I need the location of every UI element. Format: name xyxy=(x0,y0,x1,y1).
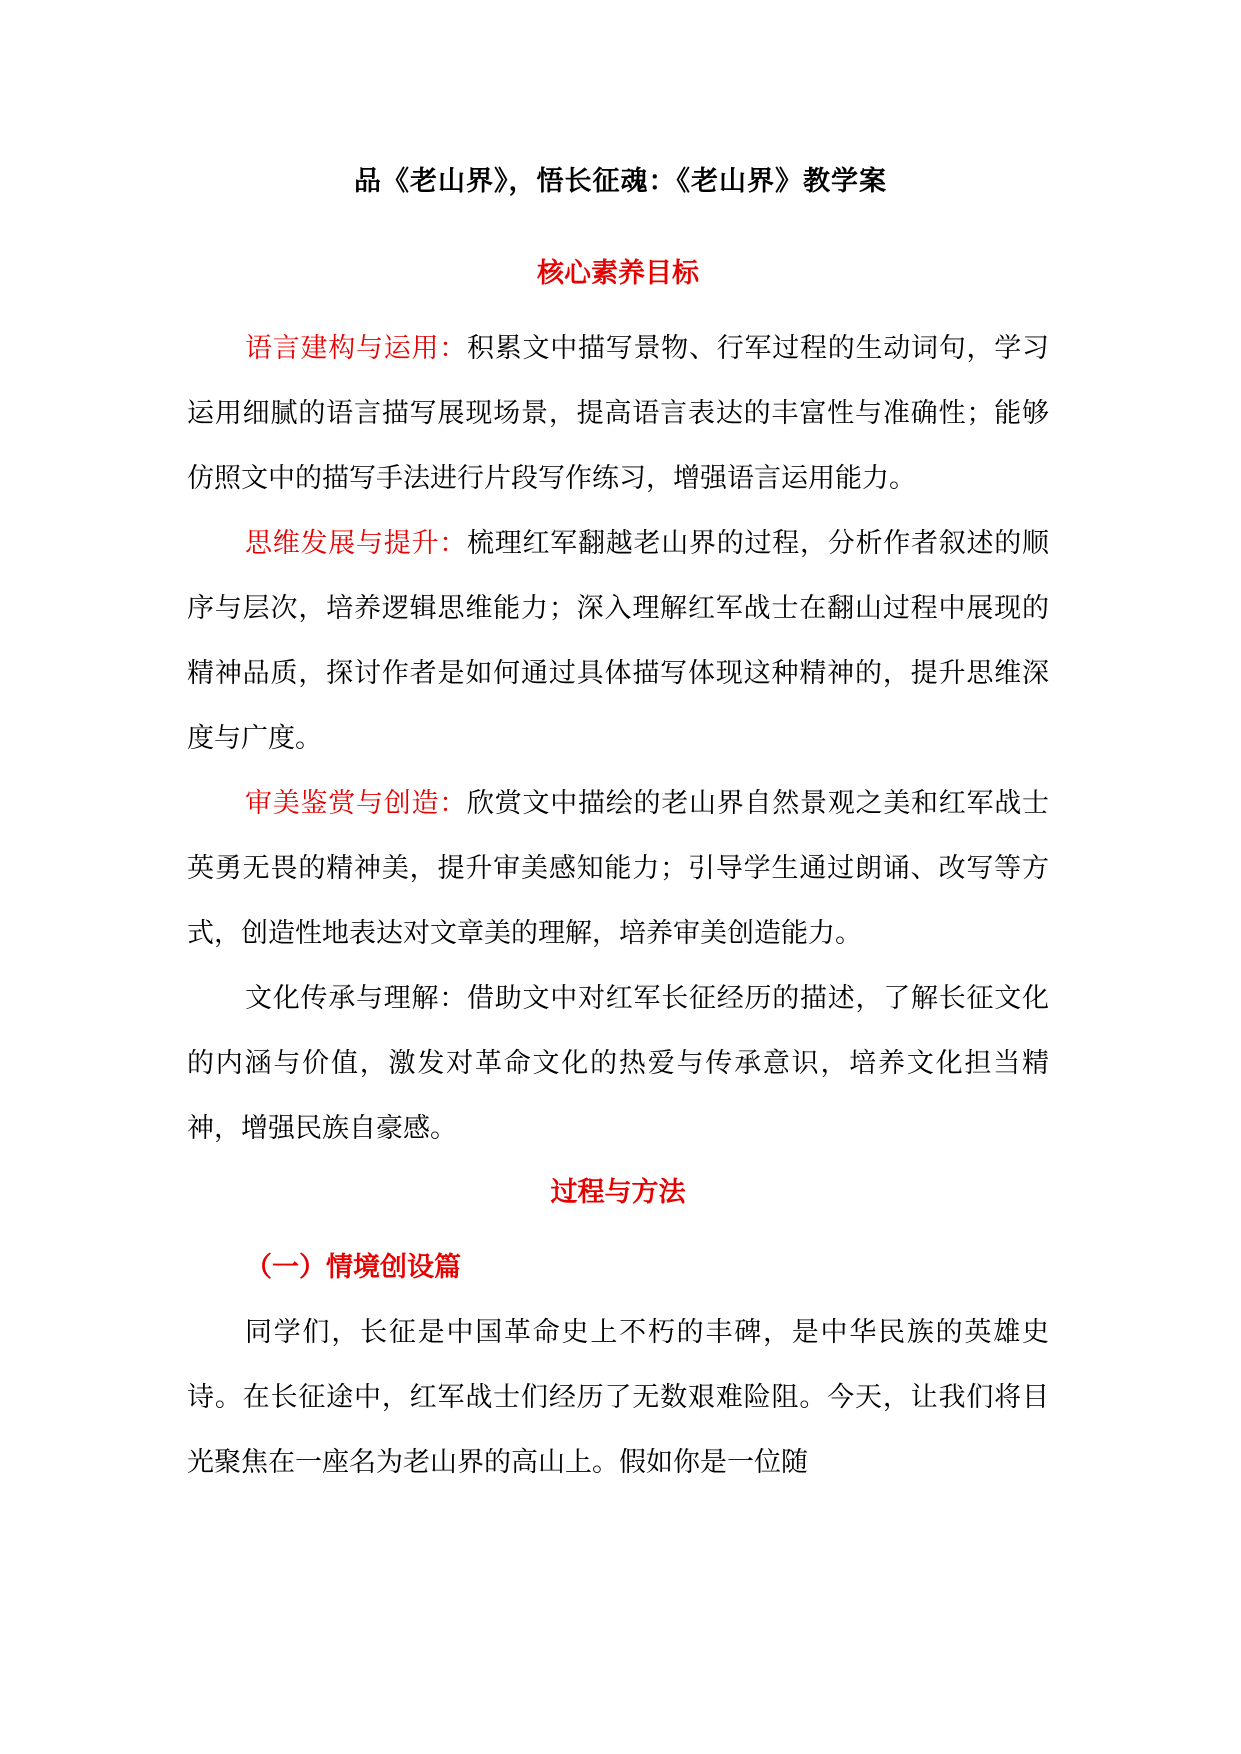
goal-thinking-label: 思维发展与提升： xyxy=(245,528,467,559)
goal-language xyxy=(187,316,1049,511)
goal-culture-label: 文化传承与理解： xyxy=(245,983,467,1014)
subsection-title: （一）情境创设篇 xyxy=(245,1252,461,1283)
core-goals-heading: 核心素养目标 xyxy=(537,258,699,289)
goal-aesthetic-text: 欣赏文中描绘的老山界自然景观之美和红军战士英勇无畏的精神美，提升审美感知能力；引导学生通过朗诵、改写等方式，创造性地表达对文章美的理解，培养审美创造能力。 xyxy=(187,788,1049,949)
goal-thinking xyxy=(187,511,1049,771)
goal-aesthetic-label: 审美鉴赏与创造： xyxy=(245,788,467,819)
goal-aesthetic xyxy=(187,771,1049,966)
process-heading: 过程与方法 xyxy=(550,1177,686,1208)
goal-culture-text: 借助文中对红军长征经历的描述，了解长征文化的内涵与价值，激发对革命文化的热爱与传承意识，培养文化担当精神，增强民族自豪感。 xyxy=(187,983,1049,1144)
goal-language-label: 语言建构与运用： xyxy=(245,333,467,364)
document-body xyxy=(187,252,1049,1495)
goal-language-text: 积累文中描写景物、行军过程的生动词句，学习运用细腻的语言描写展现场景，提高语言表达的丰富性与准确性；能够仿照文中的描写手法进行片段写作练习，增强语言运用能力。 xyxy=(187,333,1049,494)
document-title: 品《老山界》，悟长征魂：《老山界》教学案 xyxy=(354,166,887,197)
goal-culture xyxy=(187,966,1049,1161)
goal-thinking-text: 梳理红军翻越老山界的过程，分析作者叙述的顺序与层次，培养逻辑思维能力；深入理解红军战士在翻山过程中展现的精神品质，探讨作者是如何通过具体描写体现这种精神的，提升思维深度与广度。 xyxy=(187,528,1049,754)
scenario-paragraph: 同学们，长征是中国革命史上不朽的丰碑，是中华民族的英雄史诗。在长征途中，红军战士们经历了无数艰难险阻。今天，让我们将目光聚焦在一座名为老山界的高山上。假如你是一位随 xyxy=(187,1317,1049,1478)
spacer xyxy=(187,1161,1049,1171)
